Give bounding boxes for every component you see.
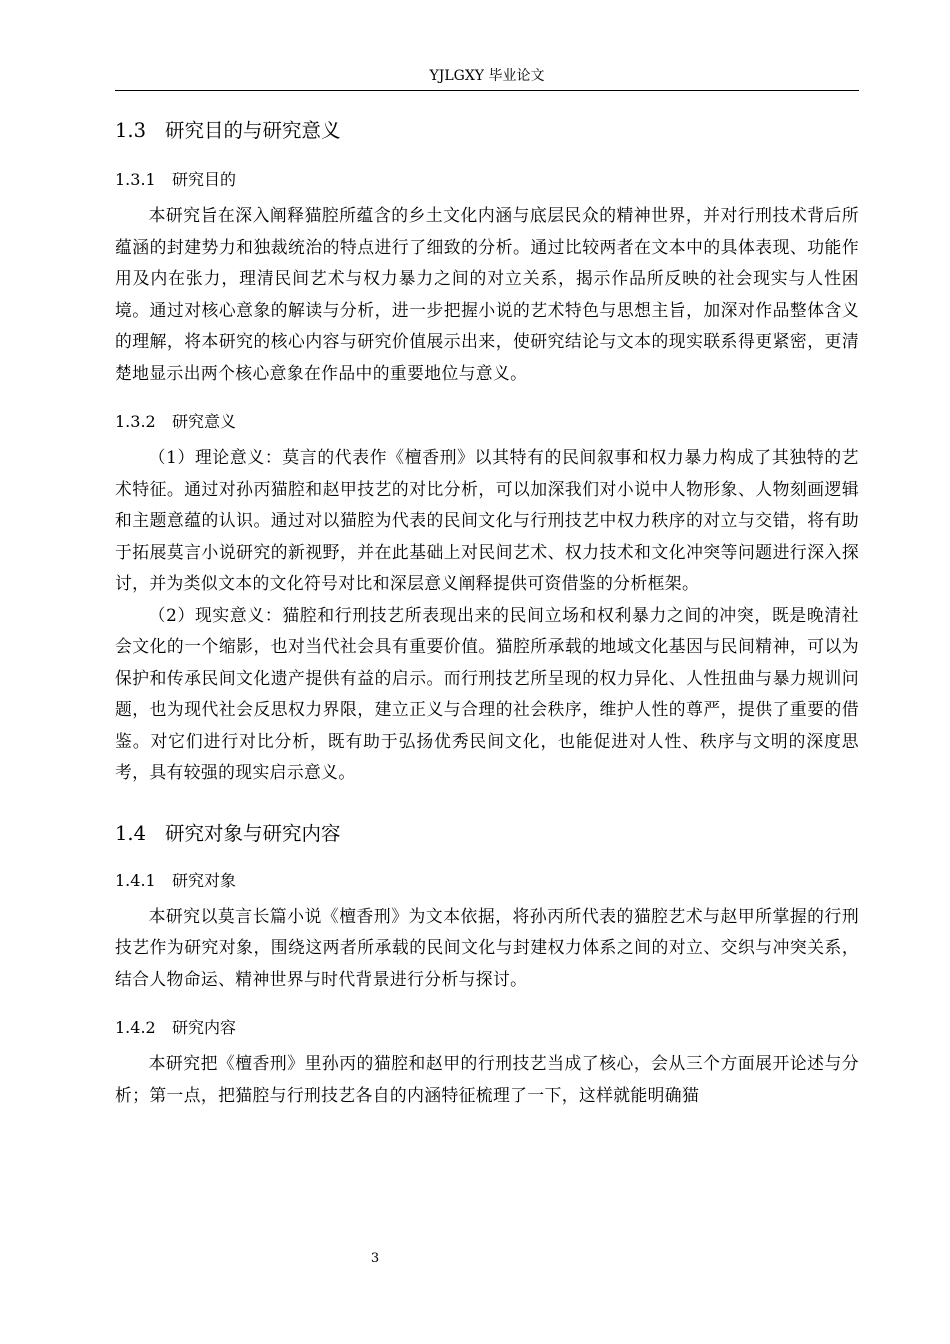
subsection-heading-1-4-1 xyxy=(115,869,859,893)
page-number: 3 xyxy=(370,1251,380,1266)
section-heading-1-4 xyxy=(115,817,859,851)
section-title: 研究目的与研究意义 xyxy=(165,119,341,142)
section-heading-1-3 xyxy=(115,114,859,148)
page-content xyxy=(115,112,859,1111)
section-number: 1.3 xyxy=(115,119,147,142)
paragraph-research-purpose: 本研究旨在深入阐释猫腔所蕴含的乡土文化内涵与底层民众的精神世界，并对行刑技术背后所蕴涵的封建势力和独裁统治的特点进行了细致的分析。通过比较两者在文本中的具体表现、功能作用及内在张力，理清民间艺术与权力暴力之间的对立关系，揭示作品所反映的社会现实与人性困境。通过对核心意象的解读与分析，进一步把握小说的艺术特色与思想主旨，加深对作品整体含义的理解，将本研究的核心内容与研究价值展示出来，使研究结论与文本的现实联系得更紧密，更清楚地显示出两个核心意象在作品中的重要地位与意义。 xyxy=(115,205,859,383)
paragraph-theoretical-significance: （1）理论意义：莫言的代表作《檀香刑》以其特有的民间叙事和权力暴力构成了其独特的艺术特征。通过对孙丙猫腔和赵甲技艺的对比分析，可以加深我们对小说中人物形象、人物刻画逻辑和主题意蕴的认识。通过对以猫腔为代表的民间文化与行刑技艺中权力秩序的对立与交错，将有助于拓展莫言小说研究的新视野，并在此基础上对民间艺术、权力技术和文化冲突等问题进行深入探讨，并为类似文本的文化符号对比和深层意义阐释提供可资借鉴的分析框架。 xyxy=(115,447,859,593)
running-header: YJLGXY 毕业论文 xyxy=(429,68,545,84)
subsection-number: 1.3.2 xyxy=(115,412,156,431)
subsection-title: 研究内容 xyxy=(172,1018,237,1037)
subsection-number: 1.4.2 xyxy=(115,1018,156,1037)
subsection-heading-1-4-2 xyxy=(115,1016,859,1040)
subsection-title: 研究目的 xyxy=(172,170,237,189)
subsection-title: 研究意义 xyxy=(172,412,237,431)
subsection-heading-1-3-2 xyxy=(115,410,859,434)
paragraph-practical-significance: （2）现实意义：猫腔和行刑技艺所表现出来的民间立场和权利暴力之间的冲突，既是晚清社会文化的一个缩影，也对当代社会具有重要价值。猫腔所承载的地域文化基因与民间精神，可以为保护和传承民间文化遗产提供有益的启示。而行刑技艺所呈现的权力异化、人性扭曲与暴力规训问题，也为现代社会反思权力界限，建立正义与合理的社会秩序，维护人性的尊严，提供了重要的借鉴。对它们进行对比分析，既有助于弘扬优秀民间文化，也能促进对人性、秩序与文明的深度思考，具有较强的现实启示意义。 xyxy=(115,604,859,782)
subsection-number: 1.4.1 xyxy=(115,870,156,890)
subsection-number: 1.3.1 xyxy=(115,170,156,189)
subsection-heading-1-3-1 xyxy=(115,168,859,192)
section-title: 研究对象与研究内容 xyxy=(165,821,341,845)
section-number: 1.4 xyxy=(115,821,147,845)
paragraph-research-object: 本研究以莫言长篇小说《檀香刑》为文本依据，将孙丙所代表的猫腔艺术与赵甲所掌握的行刑技艺作为研究对象，围绕这两者所承载的民间文化与封建权力体系之间的对立、交织与冲突关系，结合人物命运、精神世界与时代背景进行分析与探讨。 xyxy=(115,905,859,989)
header-rule xyxy=(115,90,859,91)
subsection-title: 研究对象 xyxy=(172,870,237,890)
paragraph-research-content: 本研究把《檀香刑》里孙丙的猫腔和赵甲的行刑技艺当成了核心，会从三个方面展开论述与分析；第一点，把猫腔与行刑技艺各自的内涵特征梳理了一下，这样就能明确猫 xyxy=(115,1053,859,1105)
